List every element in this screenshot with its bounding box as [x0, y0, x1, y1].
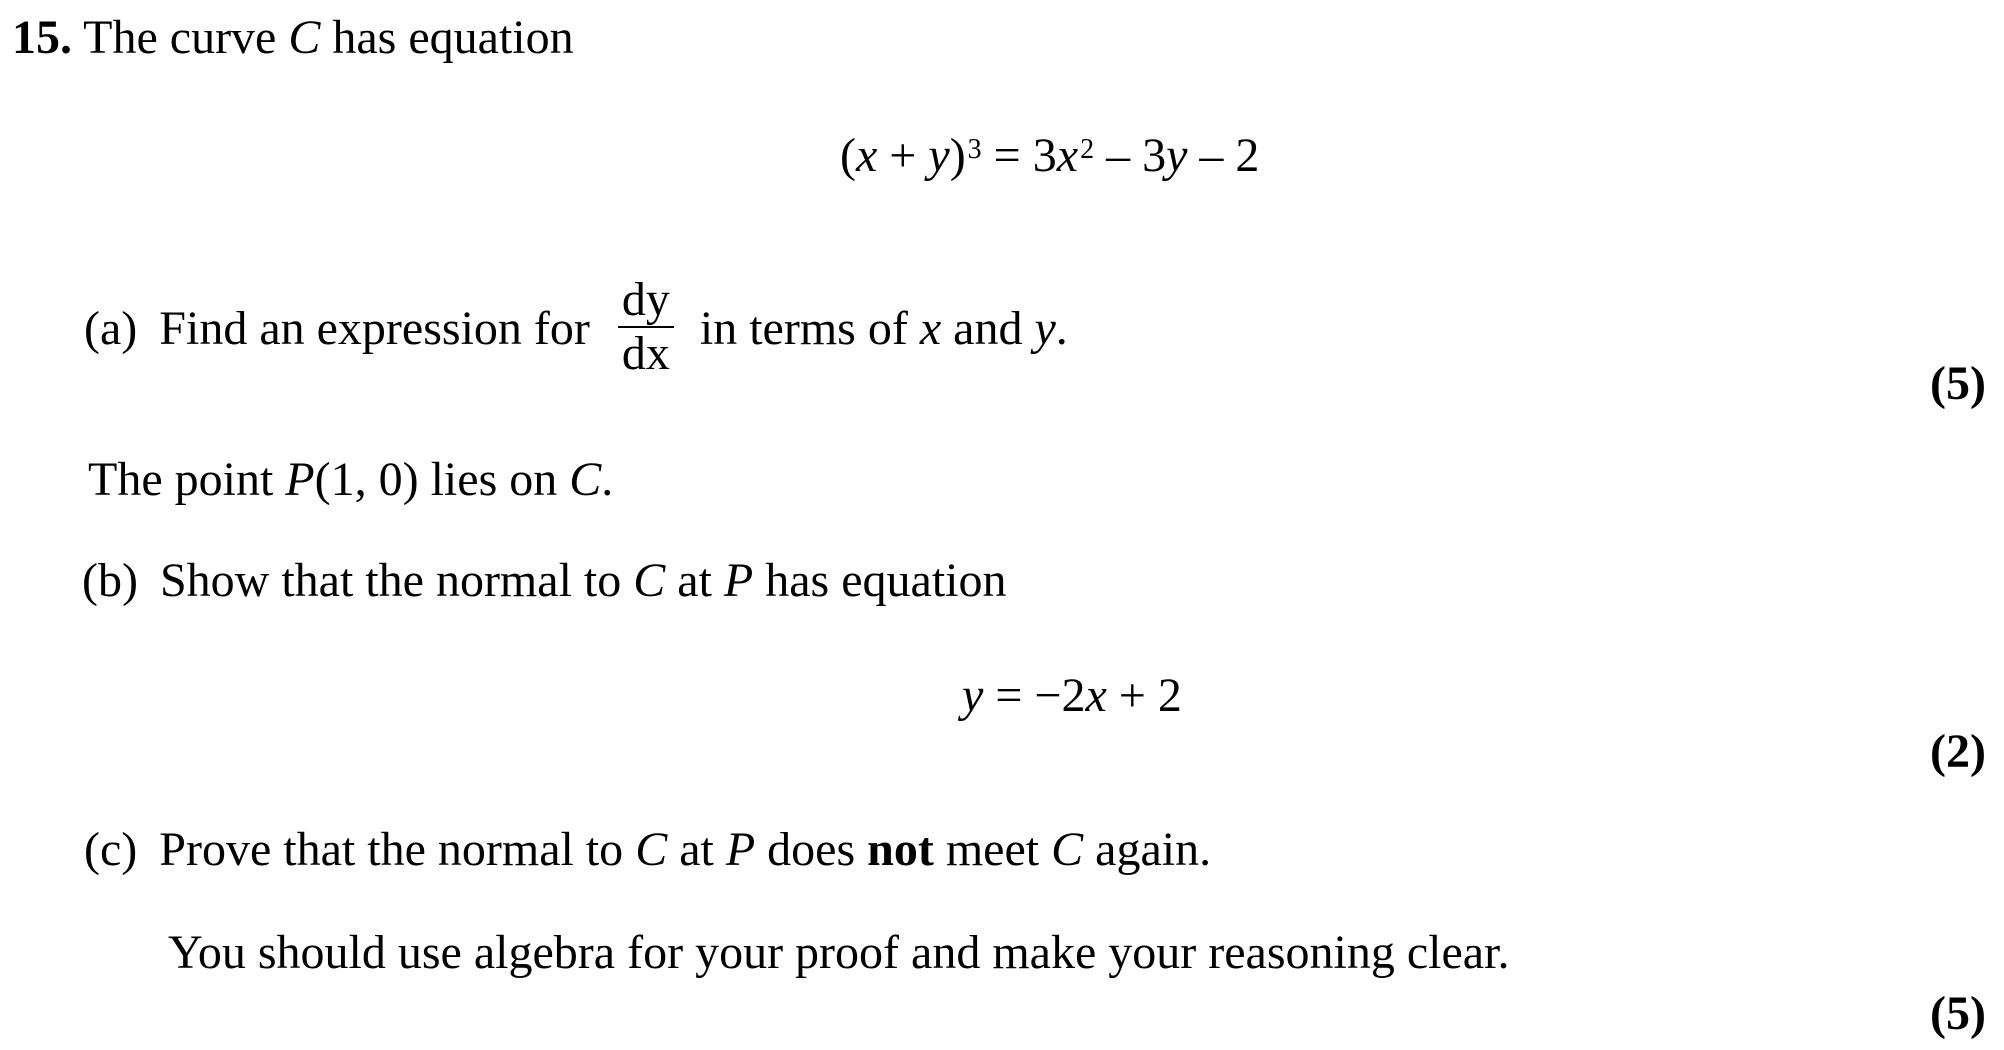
part-c-does: does [755, 823, 868, 876]
part-a-text-mid: in terms of [699, 302, 920, 356]
part-c-marks: (5) [1930, 987, 1986, 1040]
part-a-and: and [941, 302, 1035, 356]
part-b-at: at [665, 554, 724, 607]
part-a-end: . [1055, 302, 1068, 356]
fraction-denominator: dx [621, 327, 670, 380]
part-c-instruction: You should use algebra for your proof and make your reasoning clear. [168, 926, 1510, 979]
curve-name: C [288, 11, 321, 64]
part-c-again: again. [1083, 823, 1212, 876]
part-c-curve2: C [1051, 823, 1084, 876]
eq-exponent-2: 2 [1080, 134, 1095, 165]
point-end: . [601, 453, 614, 506]
part-b-label: (b) [82, 554, 138, 607]
part-b-marks: (2) [1930, 725, 1986, 778]
dy-dx-fraction [618, 273, 674, 380]
main-equation [840, 128, 1259, 184]
eq-var-x2: x [1056, 129, 1079, 182]
part-a-marks: (5) [1930, 357, 1986, 410]
point-text-pre: The point [88, 453, 286, 506]
normal-equation [962, 668, 1182, 724]
part-c-meet: meet [933, 823, 1052, 876]
question-number: 15. [12, 11, 72, 64]
point-coords: (1, 0) lies on [314, 453, 570, 506]
part-c-not-bold: not [867, 823, 934, 876]
part-c-text-pre: Prove that the normal to [159, 823, 636, 876]
intro-text-post: has equation [320, 11, 574, 64]
part-b [82, 553, 1007, 609]
part-c-curve: C [635, 823, 668, 876]
part-b-curve: C [633, 554, 666, 607]
intro-text-pre: The curve [83, 11, 289, 64]
point-curve-name: C [569, 453, 602, 506]
point-name: P [285, 453, 315, 506]
normal-eq-var-y: y [962, 669, 984, 722]
eq-lparen: ( [840, 129, 856, 182]
part-c-point: P [725, 823, 756, 876]
part-a-label: (a) [84, 302, 138, 356]
part-a-text-pre: Find an expression for [159, 302, 590, 356]
eq-exponent-3: 3 [967, 134, 982, 165]
part-c-at: at [667, 823, 726, 876]
eq-var-x: x [855, 129, 878, 182]
part-b-text-post: has equation [753, 554, 1007, 607]
part-a-var-x: x [919, 302, 942, 356]
part-c [84, 822, 1211, 878]
point-statement [88, 452, 613, 508]
normal-eq-mid: = −2 [983, 669, 1086, 722]
part-b-text-pre: Show that the normal to [159, 554, 634, 607]
part-a-var-y: y [1034, 302, 1056, 356]
question-header [12, 10, 574, 66]
eq-var-y: y [928, 129, 950, 182]
eq-rparen: ) [949, 129, 966, 182]
eq-minus-3: – 3 [1094, 129, 1167, 182]
normal-eq-var-x: x [1085, 669, 1107, 722]
fraction-numerator: dy [618, 276, 674, 328]
part-c-label: (c) [84, 823, 138, 876]
eq-equals-3: = 3 [981, 129, 1057, 182]
eq-plus: + [877, 129, 929, 182]
eq-var-y2: y [1166, 129, 1188, 182]
part-a [84, 273, 1068, 384]
part-b-point: P [723, 554, 754, 607]
eq-minus-2: – 2 [1187, 129, 1260, 182]
normal-eq-end: + 2 [1106, 669, 1182, 722]
